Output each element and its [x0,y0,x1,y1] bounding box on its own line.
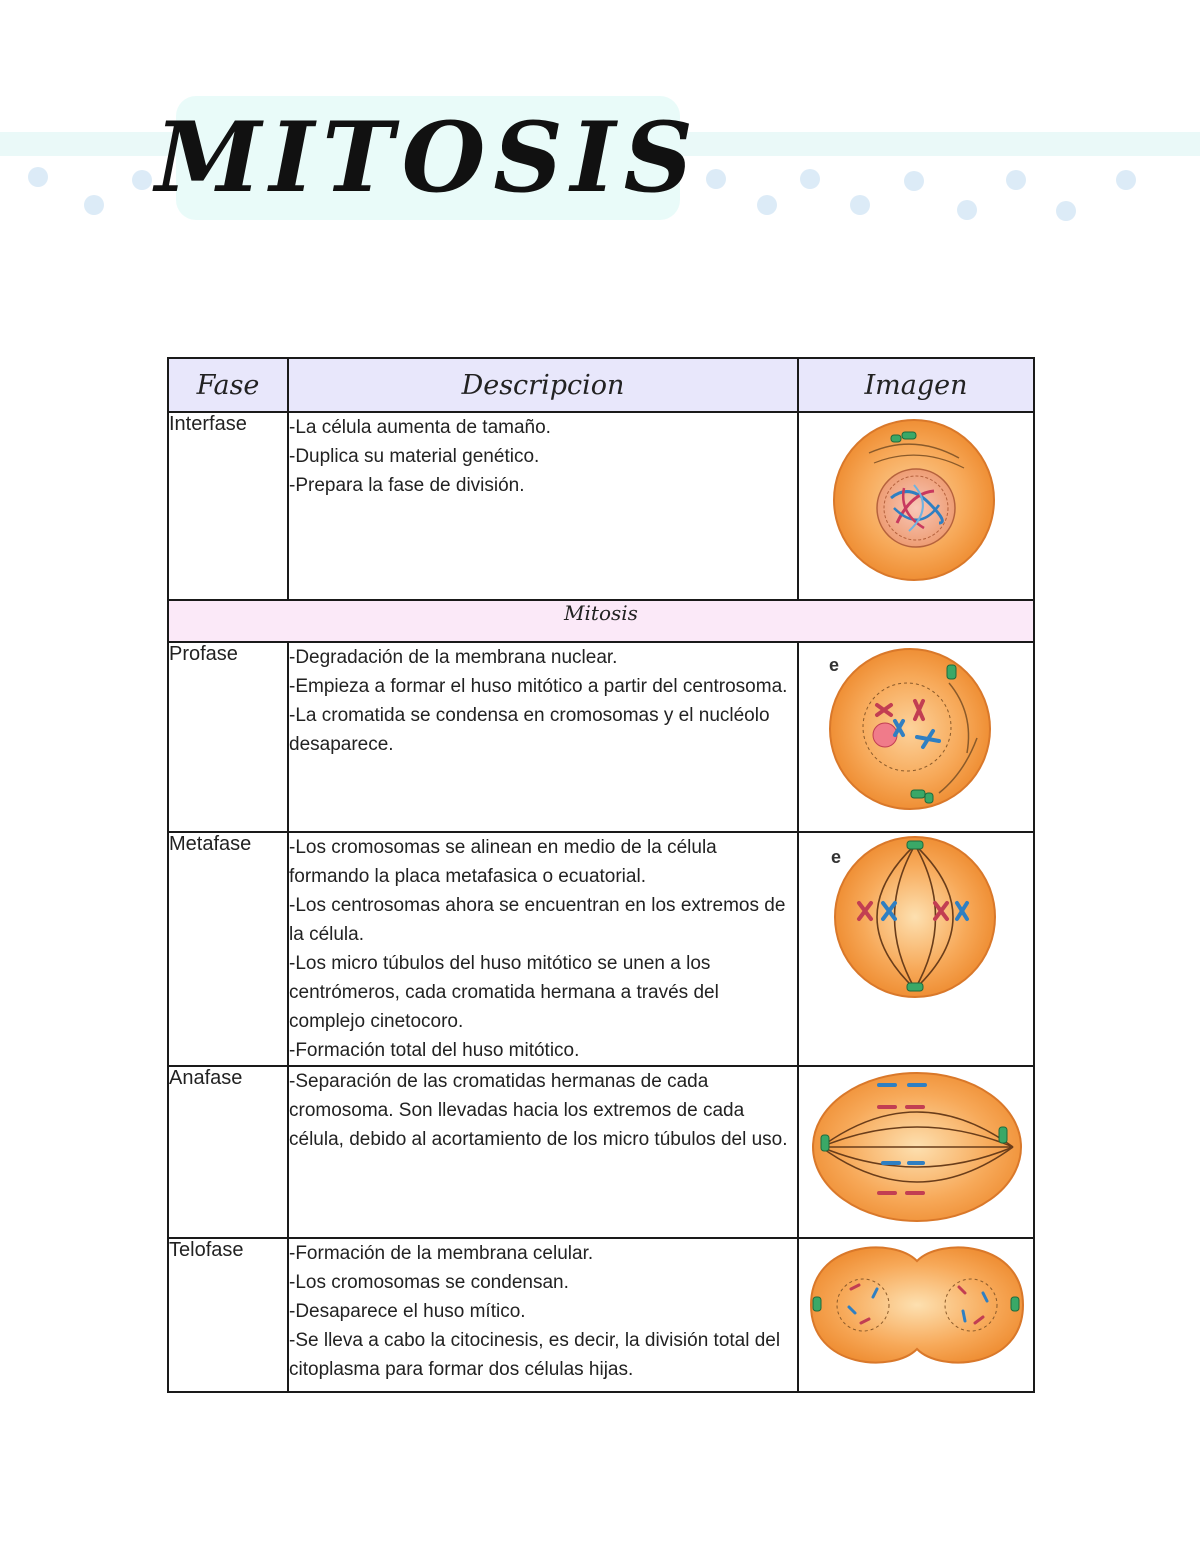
image-cell [798,642,1034,832]
image-cell [798,1238,1034,1392]
description-line: -Empieza a formar el huso mitótico a partir del centrosoma. [289,676,788,697]
phase-cell: Telofase [168,1238,288,1392]
decor-dot [84,195,104,215]
image-label: e [831,847,842,867]
table-row [168,412,1034,600]
decor-dot [1116,170,1136,190]
decor-dot [1056,201,1076,221]
header-description: Descripcion [288,358,798,412]
header-row [168,358,1034,412]
description-line: -Formación de la membrana celular. [289,1243,594,1264]
telophase-cell-icon [799,1239,1035,1389]
metaphase-cell-icon [799,833,1035,1061]
image-cell [798,412,1034,600]
table-row [168,1238,1034,1392]
description-line: -Separación de las cromatidas hermanas de cada cromosoma. Son llevadas hacia los extremos de cada célula, debido al acortamiento de los micro túbulos del uso. [289,1071,788,1150]
description-line: -Los centrosomas ahora se encuentran en los extremos de la célula. [289,895,786,945]
image-cell [798,1066,1034,1238]
mitosis-table [167,357,1035,1393]
phase-cell: Profase [168,642,288,832]
decor-dot [28,167,48,187]
phase-cell: Anafase [168,1066,288,1238]
image-cell [798,832,1034,1066]
header-image: Imagen [798,358,1034,412]
decor-dot [706,169,726,189]
description-line: -Los micro túbulos del huso mitótico se unen a los centrómeros, cada cromatida hermana a través del complejo cinetocoro. [289,953,719,1032]
decor-dot [132,170,152,190]
description-line: -La célula aumenta de tamaño. [289,417,551,438]
description-line: -Los cromosomas se alinean en medio de la célula formando la placa metafasica o ecuatorial. [289,837,717,887]
table-row [168,832,1034,1066]
description-cell [288,1238,798,1392]
decor-dot [1006,170,1026,190]
description-line: -Prepara la fase de división. [289,475,525,496]
prophase-cell-icon [799,643,1035,831]
description-line: -Desaparece el huso mítico. [289,1301,526,1322]
description-cell [288,832,798,1066]
description-line: -La cromatida se condensa en cromosomas y el nucléolo desaparece. [289,705,770,755]
decor-dot [957,200,977,220]
description-line: -Duplica su material genético. [289,446,540,467]
phase-cell: Interfase [168,412,288,600]
description-cell [288,642,798,832]
decor-dot [800,169,820,189]
section-label: Mitosis [168,600,1034,642]
anaphase-cell-icon [799,1067,1035,1237]
decor-dot [850,195,870,215]
page-title: MITOSIS [155,101,701,214]
phase-cell: Metafase [168,832,288,1066]
description-cell [288,1066,798,1238]
section-row [168,600,1034,642]
description-line: -Degradación de la membrana nuclear. [289,647,618,668]
header-phase: Fase [168,358,288,412]
description-line: -Se lleva a cabo la citocinesis, es decir, la división total del citoplasma para formar dos células hijas. [289,1330,781,1380]
decor-dot [904,171,924,191]
description-cell [288,412,798,600]
image-label: e [829,655,840,675]
table-row [168,1066,1034,1238]
description-line: -Formación total del huso mitótico. [289,1040,580,1061]
table-row [168,642,1034,832]
decor-dot [757,195,777,215]
interphase-cell-icon [799,413,1035,599]
description-line: -Los cromosomas se condensan. [289,1272,569,1293]
